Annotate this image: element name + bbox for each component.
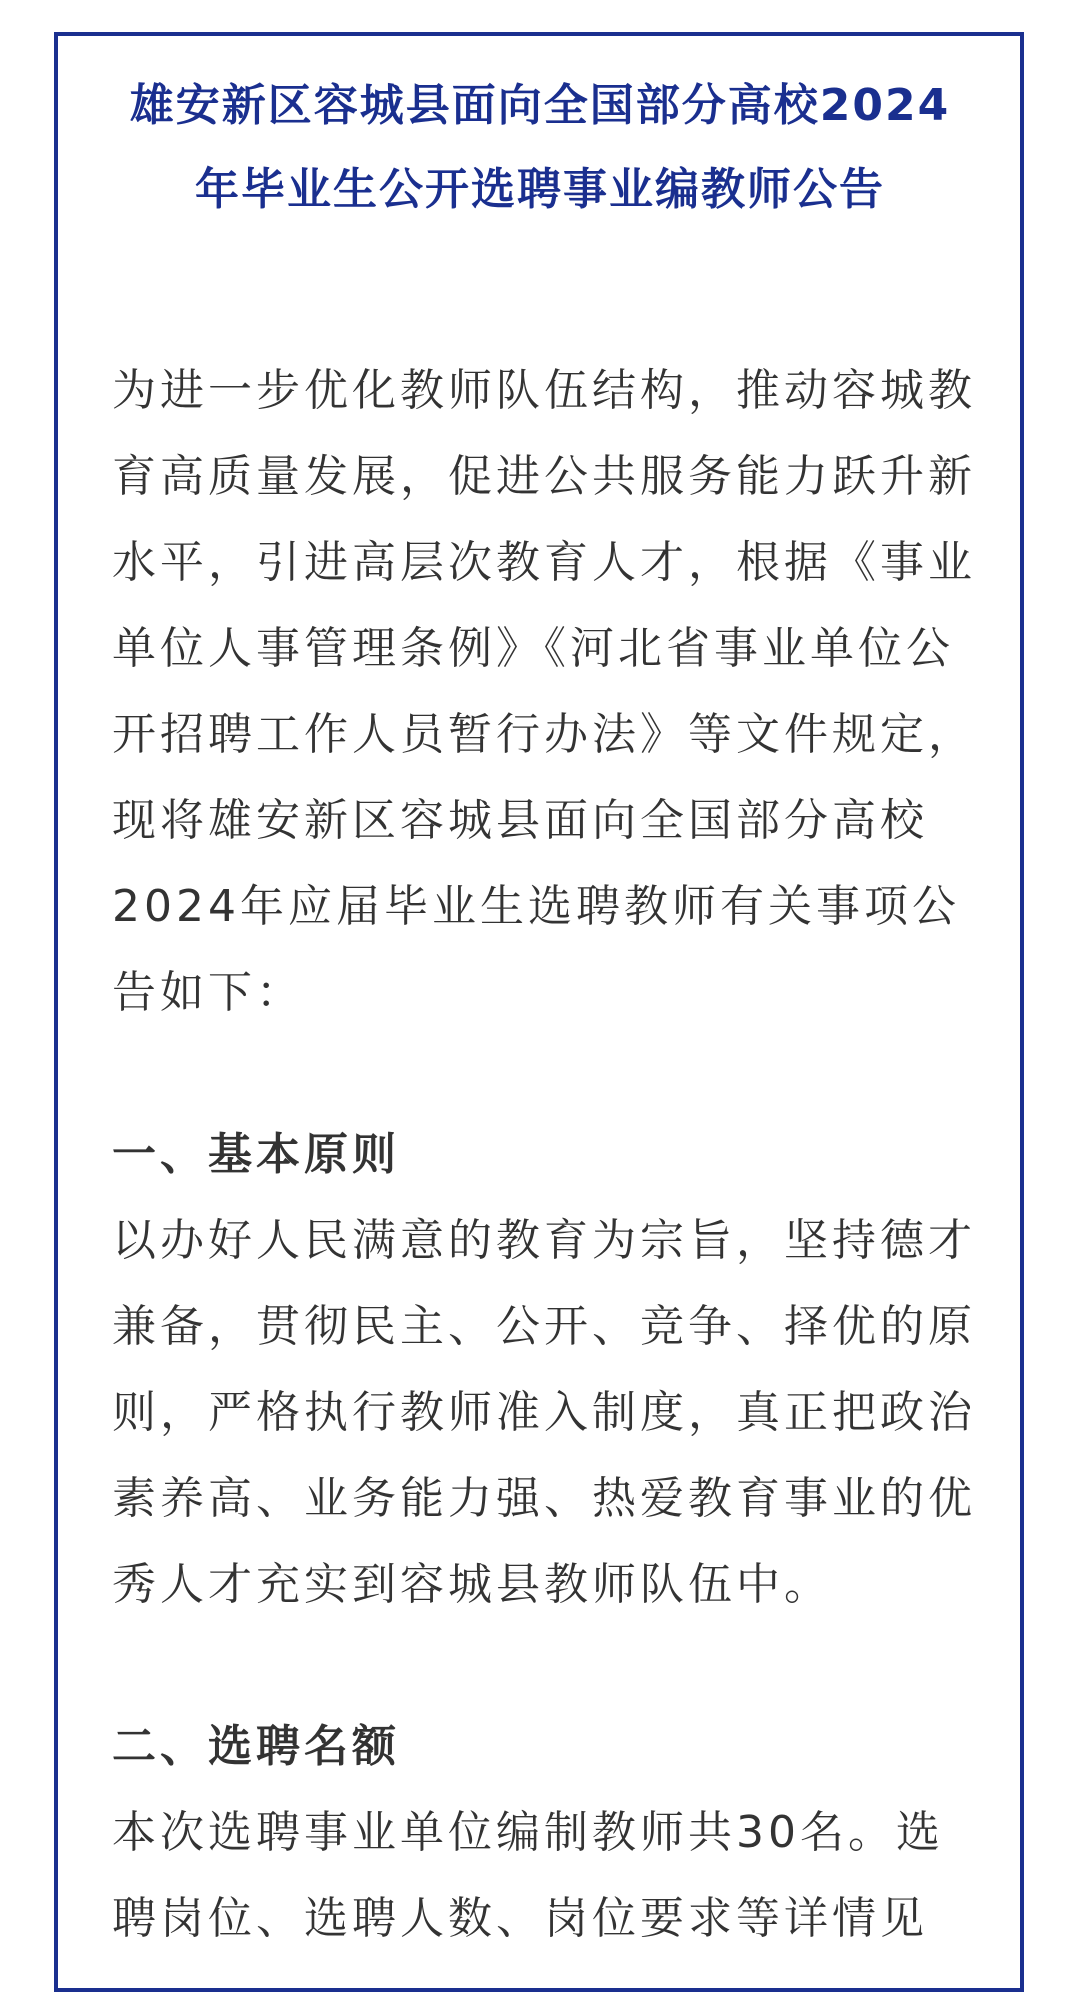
intro-line-5: 开招聘工作人员暂行办法》等文件规定，: [112, 709, 976, 760]
announcement-title-line-1: 雄安新区容城县面向全国部分高校2024: [129, 80, 951, 131]
announcement-title-line-2: 年毕业生公开选聘事业编教师公告: [195, 164, 885, 215]
section1-line-2: 兼备，贯彻民主、公开、竞争、择优的原: [112, 1301, 976, 1352]
intro-line-4: 单位人事管理条例》《河北省事业单位公: [112, 623, 954, 674]
intro-line-6: 现将雄安新区容城县面向全国部分高校: [112, 795, 928, 846]
section-heading-basic-principles: 一、基本原则: [112, 1129, 400, 1180]
section1-line-5: 秀人才充实到容城县教师队伍中。: [112, 1559, 832, 1610]
section1-line-1: 以办好人民满意的教育为宗旨，坚持德才: [112, 1215, 976, 1266]
intro-line-1: 为进一步优化教师队伍结构，推动容城教: [112, 365, 976, 416]
section2-line-2: 聘岗位、选聘人数、岗位要求等详情见: [112, 1893, 928, 1944]
section1-line-3: 则，严格执行教师准入制度，真正把政治: [112, 1387, 976, 1438]
intro-line-8: 告如下：: [112, 967, 304, 1018]
intro-line-3: 水平，引进高层次教育人才，根据《事业: [112, 537, 976, 588]
intro-line-2: 育高质量发展，促进公共服务能力跃升新: [112, 451, 976, 502]
section2-line-1: 本次选聘事业单位编制教师共30名。选: [112, 1807, 944, 1858]
section-heading-quota: 二、选聘名额: [112, 1721, 400, 1772]
intro-line-7: 2024年应届毕业生选聘教师有关事项公: [112, 881, 960, 932]
section1-line-4: 素养高、业务能力强、热爱教育事业的优: [112, 1473, 976, 1524]
